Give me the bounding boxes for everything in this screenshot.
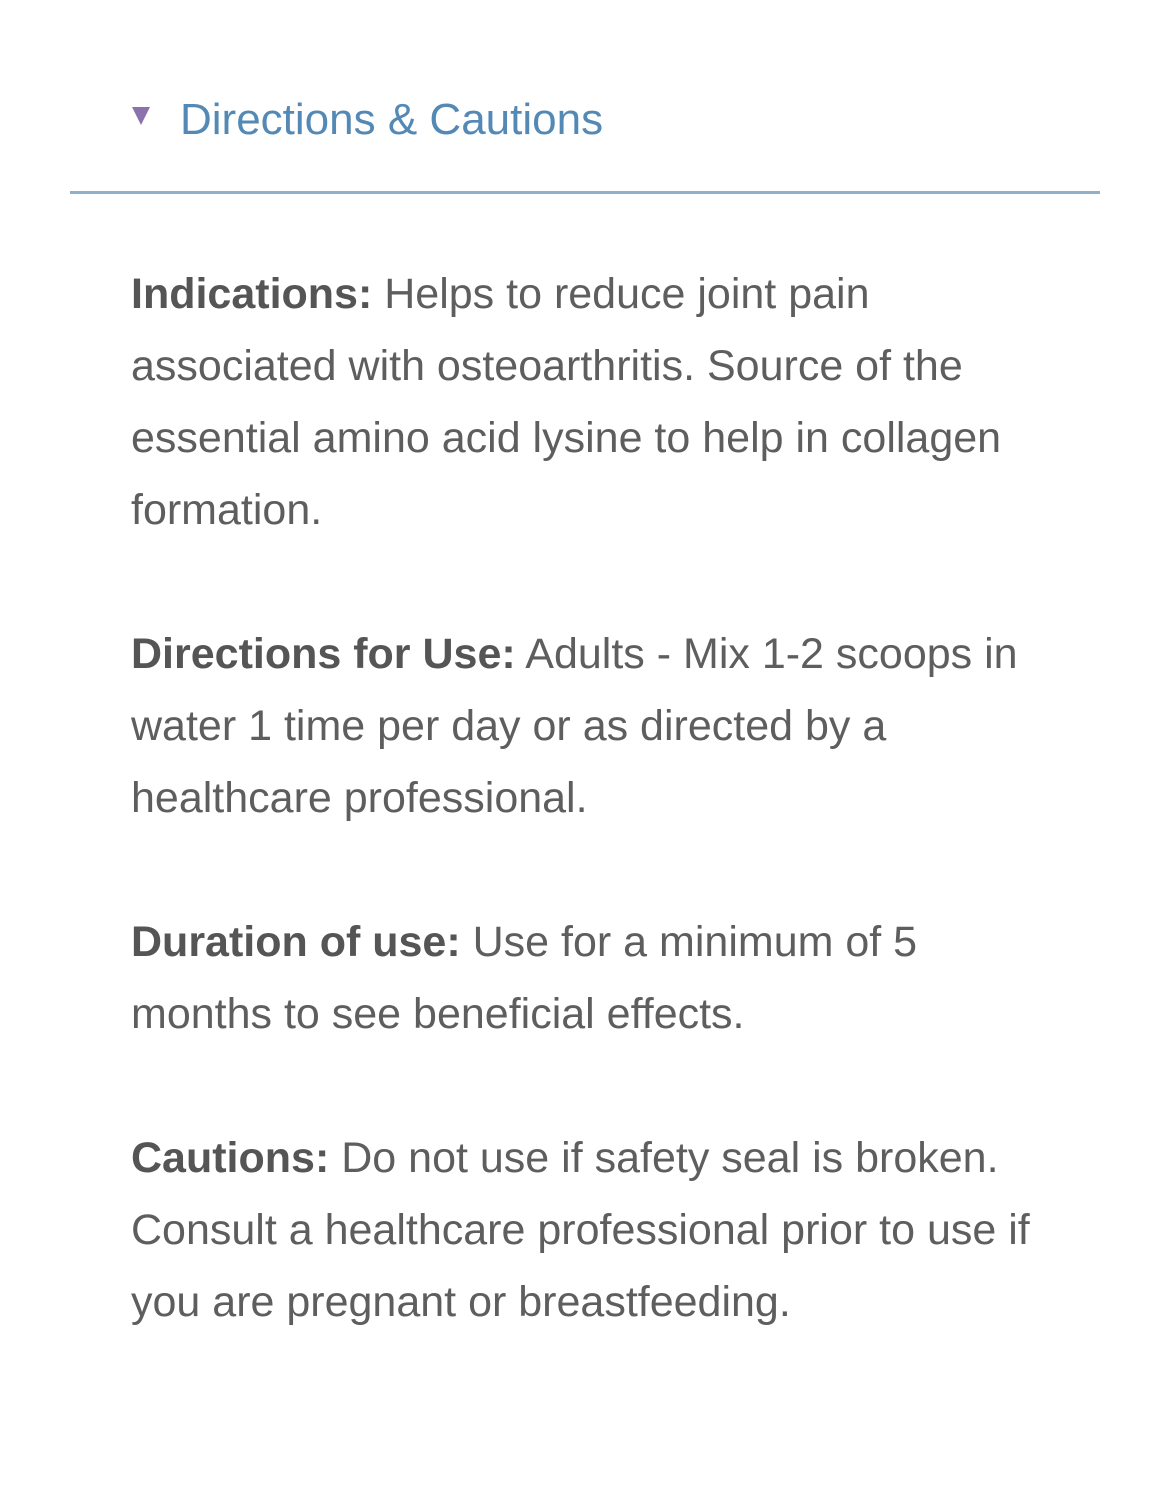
directions-section bbox=[131, 618, 1061, 834]
duration-label: Duration of use: bbox=[131, 918, 461, 966]
cautions-text: Do not use if safety seal is broken. Consult a healthcare professional prior to use if you are pregnant or breastfeeding. bbox=[131, 1134, 1030, 1326]
accordion-header-directions-cautions[interactable] bbox=[70, 0, 1100, 194]
duration-text: Use for a minimum of 5 months to see beneficial effects. bbox=[131, 918, 918, 1038]
indications-section bbox=[131, 258, 1061, 546]
accordion-title: Directions & Cautions bbox=[180, 95, 604, 144]
accordion-panel bbox=[131, 258, 1061, 1410]
caret-down-icon bbox=[132, 107, 150, 125]
duration-section bbox=[131, 906, 1061, 1050]
indications-label: Indications: bbox=[131, 270, 373, 318]
cautions-label: Cautions: bbox=[131, 1134, 330, 1182]
indications-text: Helps to reduce joint pain associated with osteoarthritis. Source of the essential amino acid lysine to help in collagen formation. bbox=[131, 270, 1002, 534]
directions-label: Directions for Use: bbox=[131, 630, 516, 678]
directions-text: Adults - Mix 1-2 scoops in water 1 time per day or as directed by a healthcare professional. bbox=[131, 630, 1018, 822]
cautions-section bbox=[131, 1122, 1061, 1338]
